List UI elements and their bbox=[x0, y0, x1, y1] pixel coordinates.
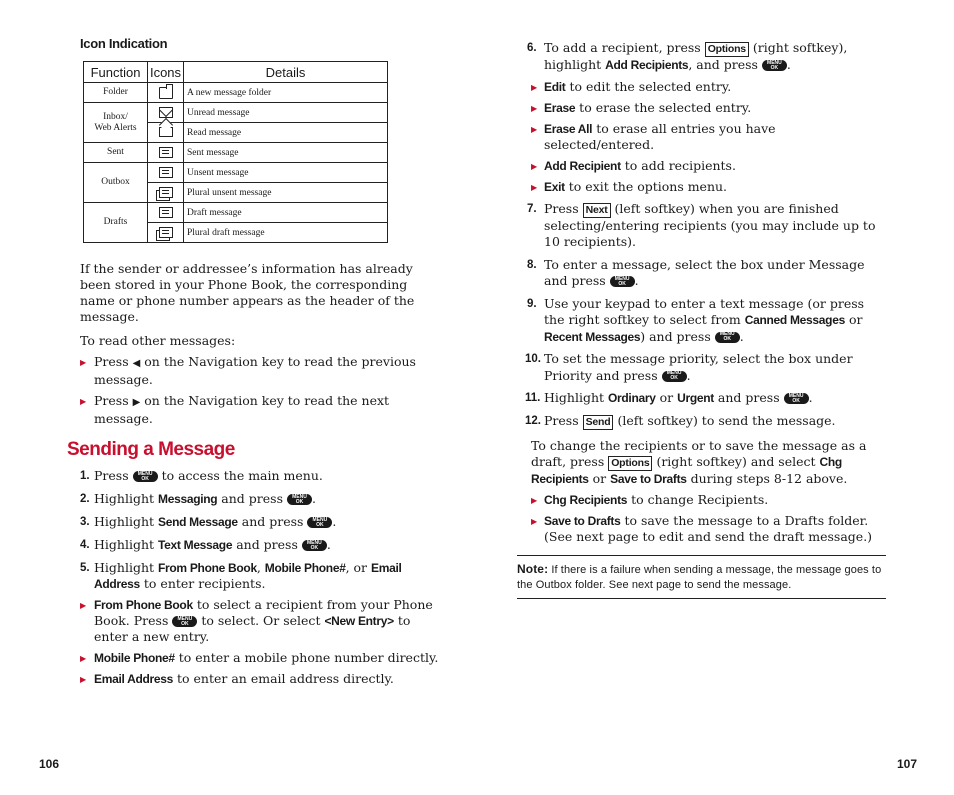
options-softkey: Options bbox=[705, 42, 749, 57]
nav-next-bullet: ▶ Press ▶ on the Navigation key to read the next message. bbox=[80, 393, 440, 427]
header-icons: Icons bbox=[148, 62, 184, 83]
nav-previous-bullet: ▶ Press ◀ on the Navigation key to read the previous message. bbox=[80, 354, 440, 388]
detail-cell: Unsent message bbox=[184, 163, 388, 183]
step-7: 7. Press Next (left softkey) when you are finished selecting/entering recipients (you may include up to 10 recipients). bbox=[527, 200, 876, 249]
sent-message-icon bbox=[159, 147, 173, 158]
step-8: 8. To enter a message, select the box under Message and press MENU OK . bbox=[527, 256, 865, 288]
function-cell: Drafts bbox=[84, 203, 148, 243]
menu-ok-key-icon: MENU OK bbox=[307, 517, 332, 528]
step-12: 12. Press Send (left softkey) to send the message. bbox=[525, 412, 836, 428]
left-arrow-icon: ◀ bbox=[132, 358, 141, 369]
menu-ok-key-icon: MENU OK bbox=[610, 276, 635, 287]
icon-indication-heading: Icon Indication bbox=[80, 36, 168, 51]
menu-ok-key-icon: MENU OK bbox=[287, 494, 312, 505]
erase-bullet: ▶ Erase to erase the selected entry. bbox=[517, 100, 887, 116]
function-cell: Outbox bbox=[84, 163, 148, 203]
from-phone-book-bullet: ▶ From Phone Book to select a recipient from your Phone Book. Press MENU OK to select. Or select <New Entry> to enter a new entry. bbox=[80, 597, 440, 645]
change-recipients-paragraph: To change the recipients or to save the message as a draft, press Options (right softkey) and select Chg Recipients or Save to Drafts during steps 8-12 above. bbox=[531, 437, 867, 486]
detail-cell: Plural draft message bbox=[184, 223, 388, 243]
next-softkey: Next bbox=[583, 203, 611, 218]
erase-all-bullet: ▶ Erase All to erase all entries you have selected/entered. bbox=[517, 121, 887, 153]
function-cell: Folder bbox=[84, 83, 148, 103]
table-row bbox=[84, 163, 388, 183]
step-1: 1. Press MENU OK to access the main menu. bbox=[80, 468, 323, 483]
icon-table bbox=[83, 61, 388, 243]
function-cell: Sent bbox=[84, 143, 148, 163]
detail-cell: Sent message bbox=[184, 143, 388, 163]
envelope-icon bbox=[159, 107, 173, 118]
page-number-right: 107 bbox=[897, 757, 918, 771]
send-softkey: Send bbox=[583, 415, 614, 430]
note-text: If there is a failure when sending a message, the message goes to the Outbox folder. See next page to send the message. bbox=[517, 563, 882, 591]
menu-ok-key-icon: MENU OK bbox=[762, 60, 787, 71]
step-5: 5. Highlight From Phone Book, Mobile Phone#, or Email Address to enter recipients. bbox=[80, 560, 402, 591]
right-page bbox=[517, 36, 887, 599]
folder-icon bbox=[159, 87, 173, 99]
detail-cell: Unread message bbox=[184, 103, 388, 123]
step-2: 2. Highlight Messaging and press MENU OK . bbox=[80, 491, 316, 506]
menu-ok-key-icon: MENU OK bbox=[302, 540, 327, 551]
phonebook-header-paragraph: If the sender or addressee’s information has already been stored in your Phone Book, the corresponding name or phone number appears as the header of the message. bbox=[80, 261, 415, 324]
table-row bbox=[84, 83, 388, 103]
edit-bullet: ▶ Edit to edit the selected entry. bbox=[517, 79, 887, 95]
table-row bbox=[84, 203, 388, 223]
step-9: 9. Use your keypad to enter a text message (or press the right softkey to select from Canned Messages or Recent Messages) and press MENU OK . bbox=[527, 295, 865, 344]
note-box bbox=[517, 555, 886, 599]
function-cell: Inbox/ Web Alerts bbox=[84, 103, 148, 143]
step-3: 3. Highlight Send Message and press MENU OK . bbox=[80, 514, 337, 529]
menu-ok-key-icon: MENU OK bbox=[662, 371, 687, 382]
header-details: Details bbox=[184, 62, 388, 83]
mobile-phone-bullet: ▶ Mobile Phone# to enter a mobile phone number directly. bbox=[80, 650, 440, 666]
menu-ok-key-icon: MENU OK bbox=[784, 393, 809, 404]
detail-cell: A new message folder bbox=[184, 83, 388, 103]
exit-bullet: ▶ Exit to exit the options menu. bbox=[517, 179, 887, 195]
detail-cell: Plural unsent message bbox=[184, 183, 388, 203]
detail-cell: Read message bbox=[184, 123, 388, 143]
menu-ok-key-icon: MENU OK bbox=[133, 471, 158, 482]
draft-message-icon bbox=[159, 207, 173, 218]
save-to-drafts-bullet: ▶ Save to Drafts to save the message to a Drafts folder. (See next page to edit and send the draft message.) bbox=[517, 513, 887, 545]
step-11: 11. Highlight Ordinary or Urgent and press MENU OK . bbox=[525, 390, 813, 405]
step-4: 4. Highlight Text Message and press MENU OK . bbox=[80, 537, 331, 552]
menu-ok-key-icon: MENU OK bbox=[172, 616, 197, 627]
table-row bbox=[84, 143, 388, 163]
read-other-messages-text: To read other messages: bbox=[80, 333, 236, 348]
plural-unsent-icon bbox=[159, 187, 173, 198]
left-page bbox=[67, 36, 440, 687]
open-envelope-icon bbox=[159, 127, 173, 137]
add-recipient-bullet: ▶ Add Recipient to add recipients. bbox=[517, 158, 887, 174]
email-address-bullet: ▶ Email Address to enter an email address directly. bbox=[80, 671, 440, 687]
unsent-message-icon bbox=[159, 167, 173, 178]
plural-draft-icon bbox=[159, 227, 173, 238]
page-number-left: 106 bbox=[39, 757, 60, 771]
note-label: Note: bbox=[517, 561, 549, 576]
detail-cell: Draft message bbox=[184, 203, 388, 223]
chg-recipients-bullet: ▶ Chg Recipients to change Recipients. bbox=[517, 492, 887, 508]
header-function: Function bbox=[84, 62, 148, 83]
table-header-row bbox=[84, 62, 388, 83]
right-arrow-icon: ▶ bbox=[132, 397, 141, 408]
options-softkey: Options bbox=[608, 456, 652, 471]
step-6: 6. To add a recipient, press Options (right softkey), highlight Add Recipients, and press MENU OK . bbox=[527, 40, 848, 72]
menu-ok-key-icon: MENU OK bbox=[715, 332, 740, 343]
section-title: Sending a Message bbox=[67, 439, 235, 460]
table-row bbox=[84, 103, 388, 123]
step-10: 10. To set the message priority, select the box under Priority and press MENU OK . bbox=[525, 351, 853, 383]
